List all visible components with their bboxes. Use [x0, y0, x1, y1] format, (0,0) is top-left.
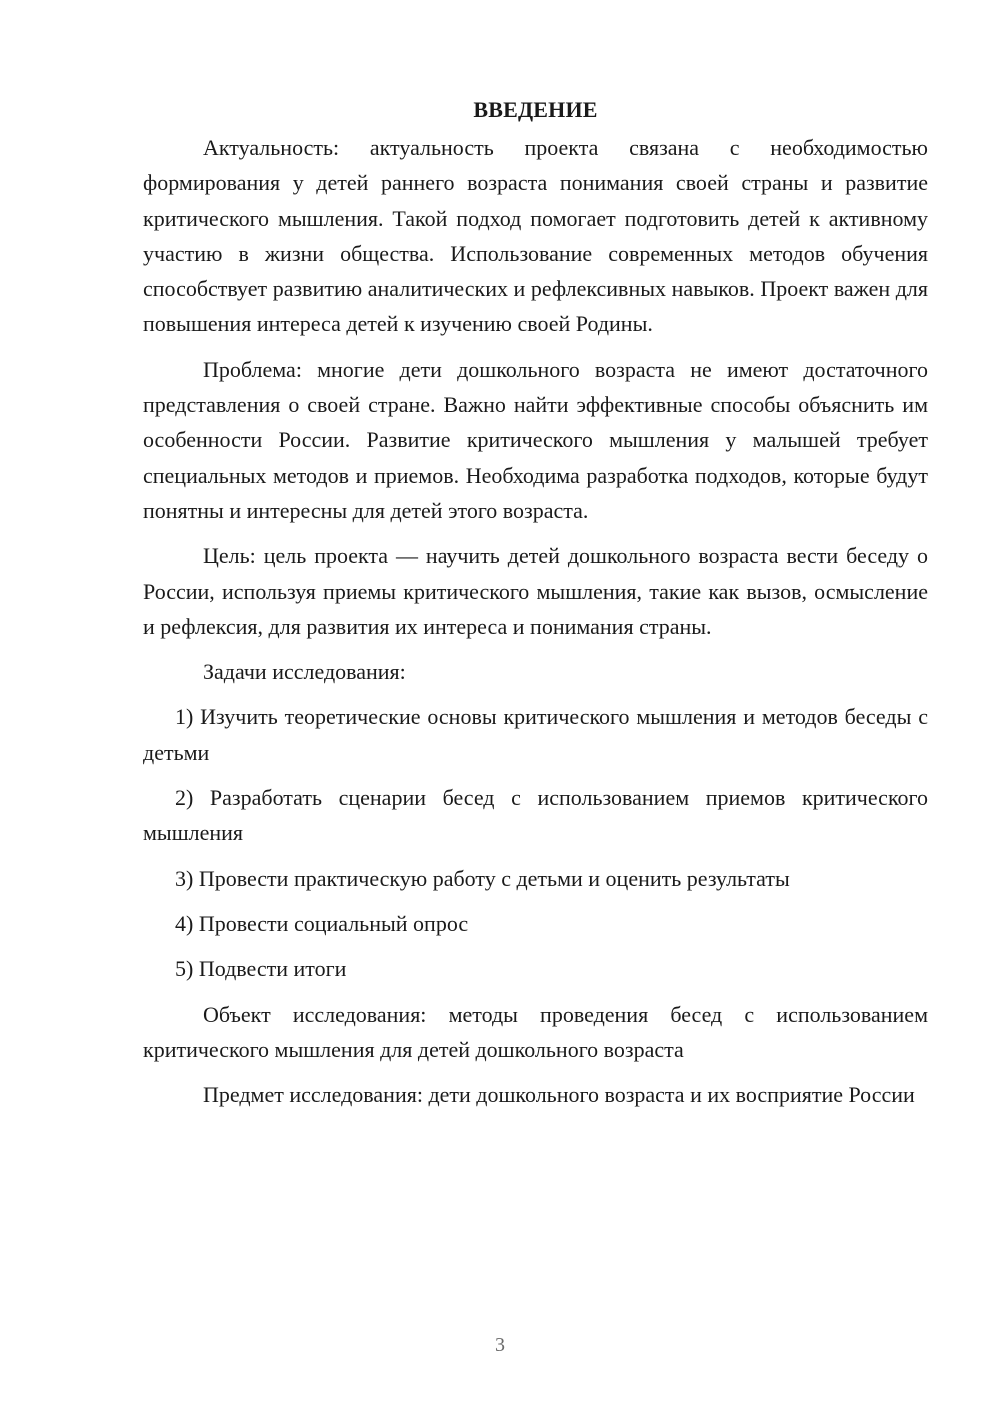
paragraph-problem: Проблема: многие дети дошкольного возраста не имеют достаточного представления о своей стране. Важно найти эффективные способы объяснить им особенности России. Развитие критического мышления у малышей требует специальных методов и приемов. Необходима разработка подходов, которые будут понятны и интересны для детей этого возраста. [143, 356, 928, 523]
task-item-4: 4) Провести социальный опрос [175, 910, 469, 936]
tasks-title: Задачи исследования: [203, 659, 406, 685]
task-item-2: 2) Разработать сценарии бесед с использованием приемов критического мышления [143, 785, 928, 846]
paragraph-subject: Предмет исследования: дети дошкольного возраста и их восприятие России [203, 1082, 915, 1108]
paragraph-relevance: Актуальность: актуальность проекта связана с необходимостью формирования у детей раннего возраста понимания своей страны и развитие критического мышления. Такой подход помогает подготовить детей к активному участию в жизни общества. Использование современных методов обучения способствует развитию аналитических и рефлексивных навыков. Проект важен для повышения интереса детей к изучению своей Родины. [143, 135, 928, 337]
document-page [143, 92, 928, 1122]
task-item-3: 3) Провести практическую работу с детьми и оценить результаты [175, 865, 790, 891]
section-heading: ВВЕДЕНИЕ [473, 97, 598, 122]
paragraph-object: Объект исследования: методы проведения бесед с использованием критического мышления для детей дошкольного возраста [143, 1001, 928, 1062]
page-number: 3 [495, 1334, 505, 1356]
task-item-5: 5) Подвести итоги [175, 956, 347, 982]
paragraph-goal: Цель: цель проекта — научить детей дошкольного возраста вести беседу о России, используя приемы критического мышления, такие как вызов, осмысление и рефлексия, для развития их интереса и понимания страны. [143, 543, 928, 639]
task-item-1: 1) Изучить теоретические основы критического мышления и методов беседы с детьми [143, 704, 928, 765]
